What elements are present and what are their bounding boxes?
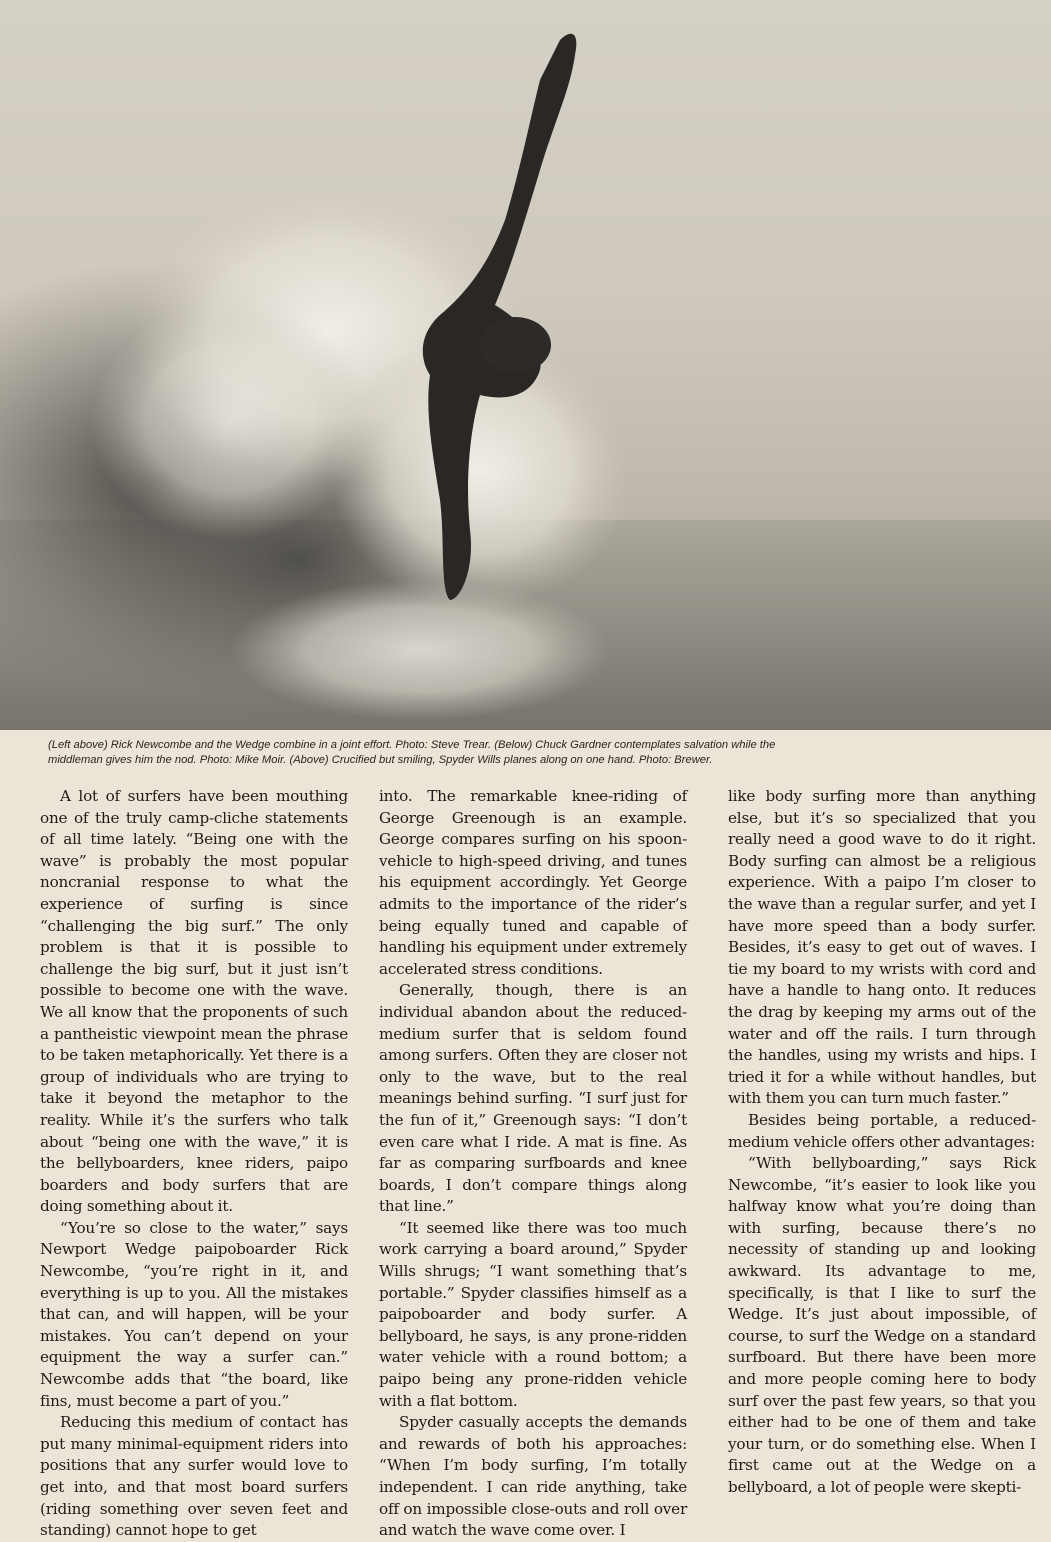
paragraph: “It seemed like there was too much work carrying a board around,” Spyder Wills shrugs; “I want something that’s portable.” Spyder classifies himself as a paipoboarder and body surfer. A bellyboard, he says, is any prone-ridden water vehicle with a round bottom; a paipo being any prone-ridden vehicle with a flat bottom. xyxy=(379,1218,687,1410)
paragraph: A lot of surfers have been mouthing one of the truly camp-cliche statements of all time lately. “Being one with the wave” is probably the most popular noncranial response to what the experience of surfing is since “challenging the big surf.” The only problem is that it is possible to challenge the big surf, but it just isn’t possible to become one with the wave. We all know that the proponents of such a pantheistic viewpoint mean the phrase to be taken metaphorically. Yet there is a group of individuals who are trying to take it beyond the metaphor to the reality. While it’s the surfers who talk about “being one with the wave,” it is the bellyboarders, knee riders, paipo boarders and body surfers that are doing something about it. xyxy=(40,787,348,1216)
paragraph: “With bellyboarding,” says Rick Newcombe, “it’s easier to look like you halfway know what you’re doing than with surfing, because there’s no necessity of standing up and looking awkward. Its advantage to me, specifically, is that I like to surf the Wedge. It’s just about impossible, of course, to surf the Wedge on a standard surfboard. But there have been more and more people coming here to body surf over the past few years, so that you either had to be one of them and take your turn, or do something else. When I first came out at the Wedge on a bellyboard, a lot of people were skepti- xyxy=(728,1154,1036,1496)
paragraph: into. The remarkable knee-riding of George Greenough is an example. George compares surfing on his spoon-vehicle to high-speed driving, and tunes his equipment accordingly. Yet George admits to the importance of the rider’s being equally tuned and capable of handling his equipment under extremely accelerated stress conditions. xyxy=(379,787,687,978)
text-column-1 xyxy=(40,786,348,1542)
caption-line: middleman gives him the nod. Photo: Mike Moir. (Above) Crucified but smiling, Spyder Wills planes along on one hand. Photo: Brewer. xyxy=(48,754,713,766)
article-body xyxy=(40,786,1040,1540)
paragraph: Besides being portable, a reduced-medium vehicle offers other advantages: xyxy=(728,1110,1036,1151)
paragraph: Spyder casually accepts the demands and rewards of both his approaches: “When I’m body surfing, I’m totally independent. I can ride anything, take off on impossible close-outs and roll over and watch the wave come over. I xyxy=(379,1413,687,1540)
text-column-2 xyxy=(379,786,687,1542)
paragraph: “You’re so close to the water,” says Newport Wedge paipoboarder Rick Newcombe, “you’re right in it, and everything is up to you. All the mistakes that can, and will happen, will be your mistakes. You can’t depend on your equipment the way a surfer can.” Newcombe adds that “the board, like fins, must become a part of you.” xyxy=(40,1218,348,1410)
paragraph: Reducing this medium of contact has put many minimal-equipment riders into positions that any surfer would love to get into, and that most board surfers (riding something over seven feet and standing) cannot hope to get xyxy=(40,1413,348,1540)
paragraph: like body surfing more than anything else, but it’s so specialized that you really need a good wave to do it right. Body surfing can almost be a religious experience. With a paipo I’m closer to the wave than a regular surfer, and yet I have more speed than a body surfer. Besides, it’s easy to get out of waves. I tie my board to my wrists with cord and have a handle to hang onto. It reduces the drag by keeping my arms out of the water and off the rails. I turn through the handles, using my wrists and hips. I tried it for a while without handles, but with them you can turn much faster.” xyxy=(728,787,1036,1108)
bodysurfer-icon xyxy=(0,0,1051,730)
photo-caption xyxy=(48,738,1048,768)
paragraph: Generally, though, there is an individual abandon about the reduced-medium surfer that is seldom found among surfers. Often they are closer not only to the wave, but to the real meanings behind surfing. “I surf just for the fun of it,” Greenough says: “I don’t even care what I ride. A mat is fine. As far as comparing surfboards and knee boards, I don’t compare things along that line.” xyxy=(379,981,687,1216)
text-column-3 xyxy=(728,786,1036,1499)
caption-line: (Left above) Rick Newcombe and the Wedge combine in a joint effort. Photo: Steve Trear. (Below) Chuck Gardner contemplates salvation while the xyxy=(48,739,776,751)
surf-photo xyxy=(0,0,1051,730)
